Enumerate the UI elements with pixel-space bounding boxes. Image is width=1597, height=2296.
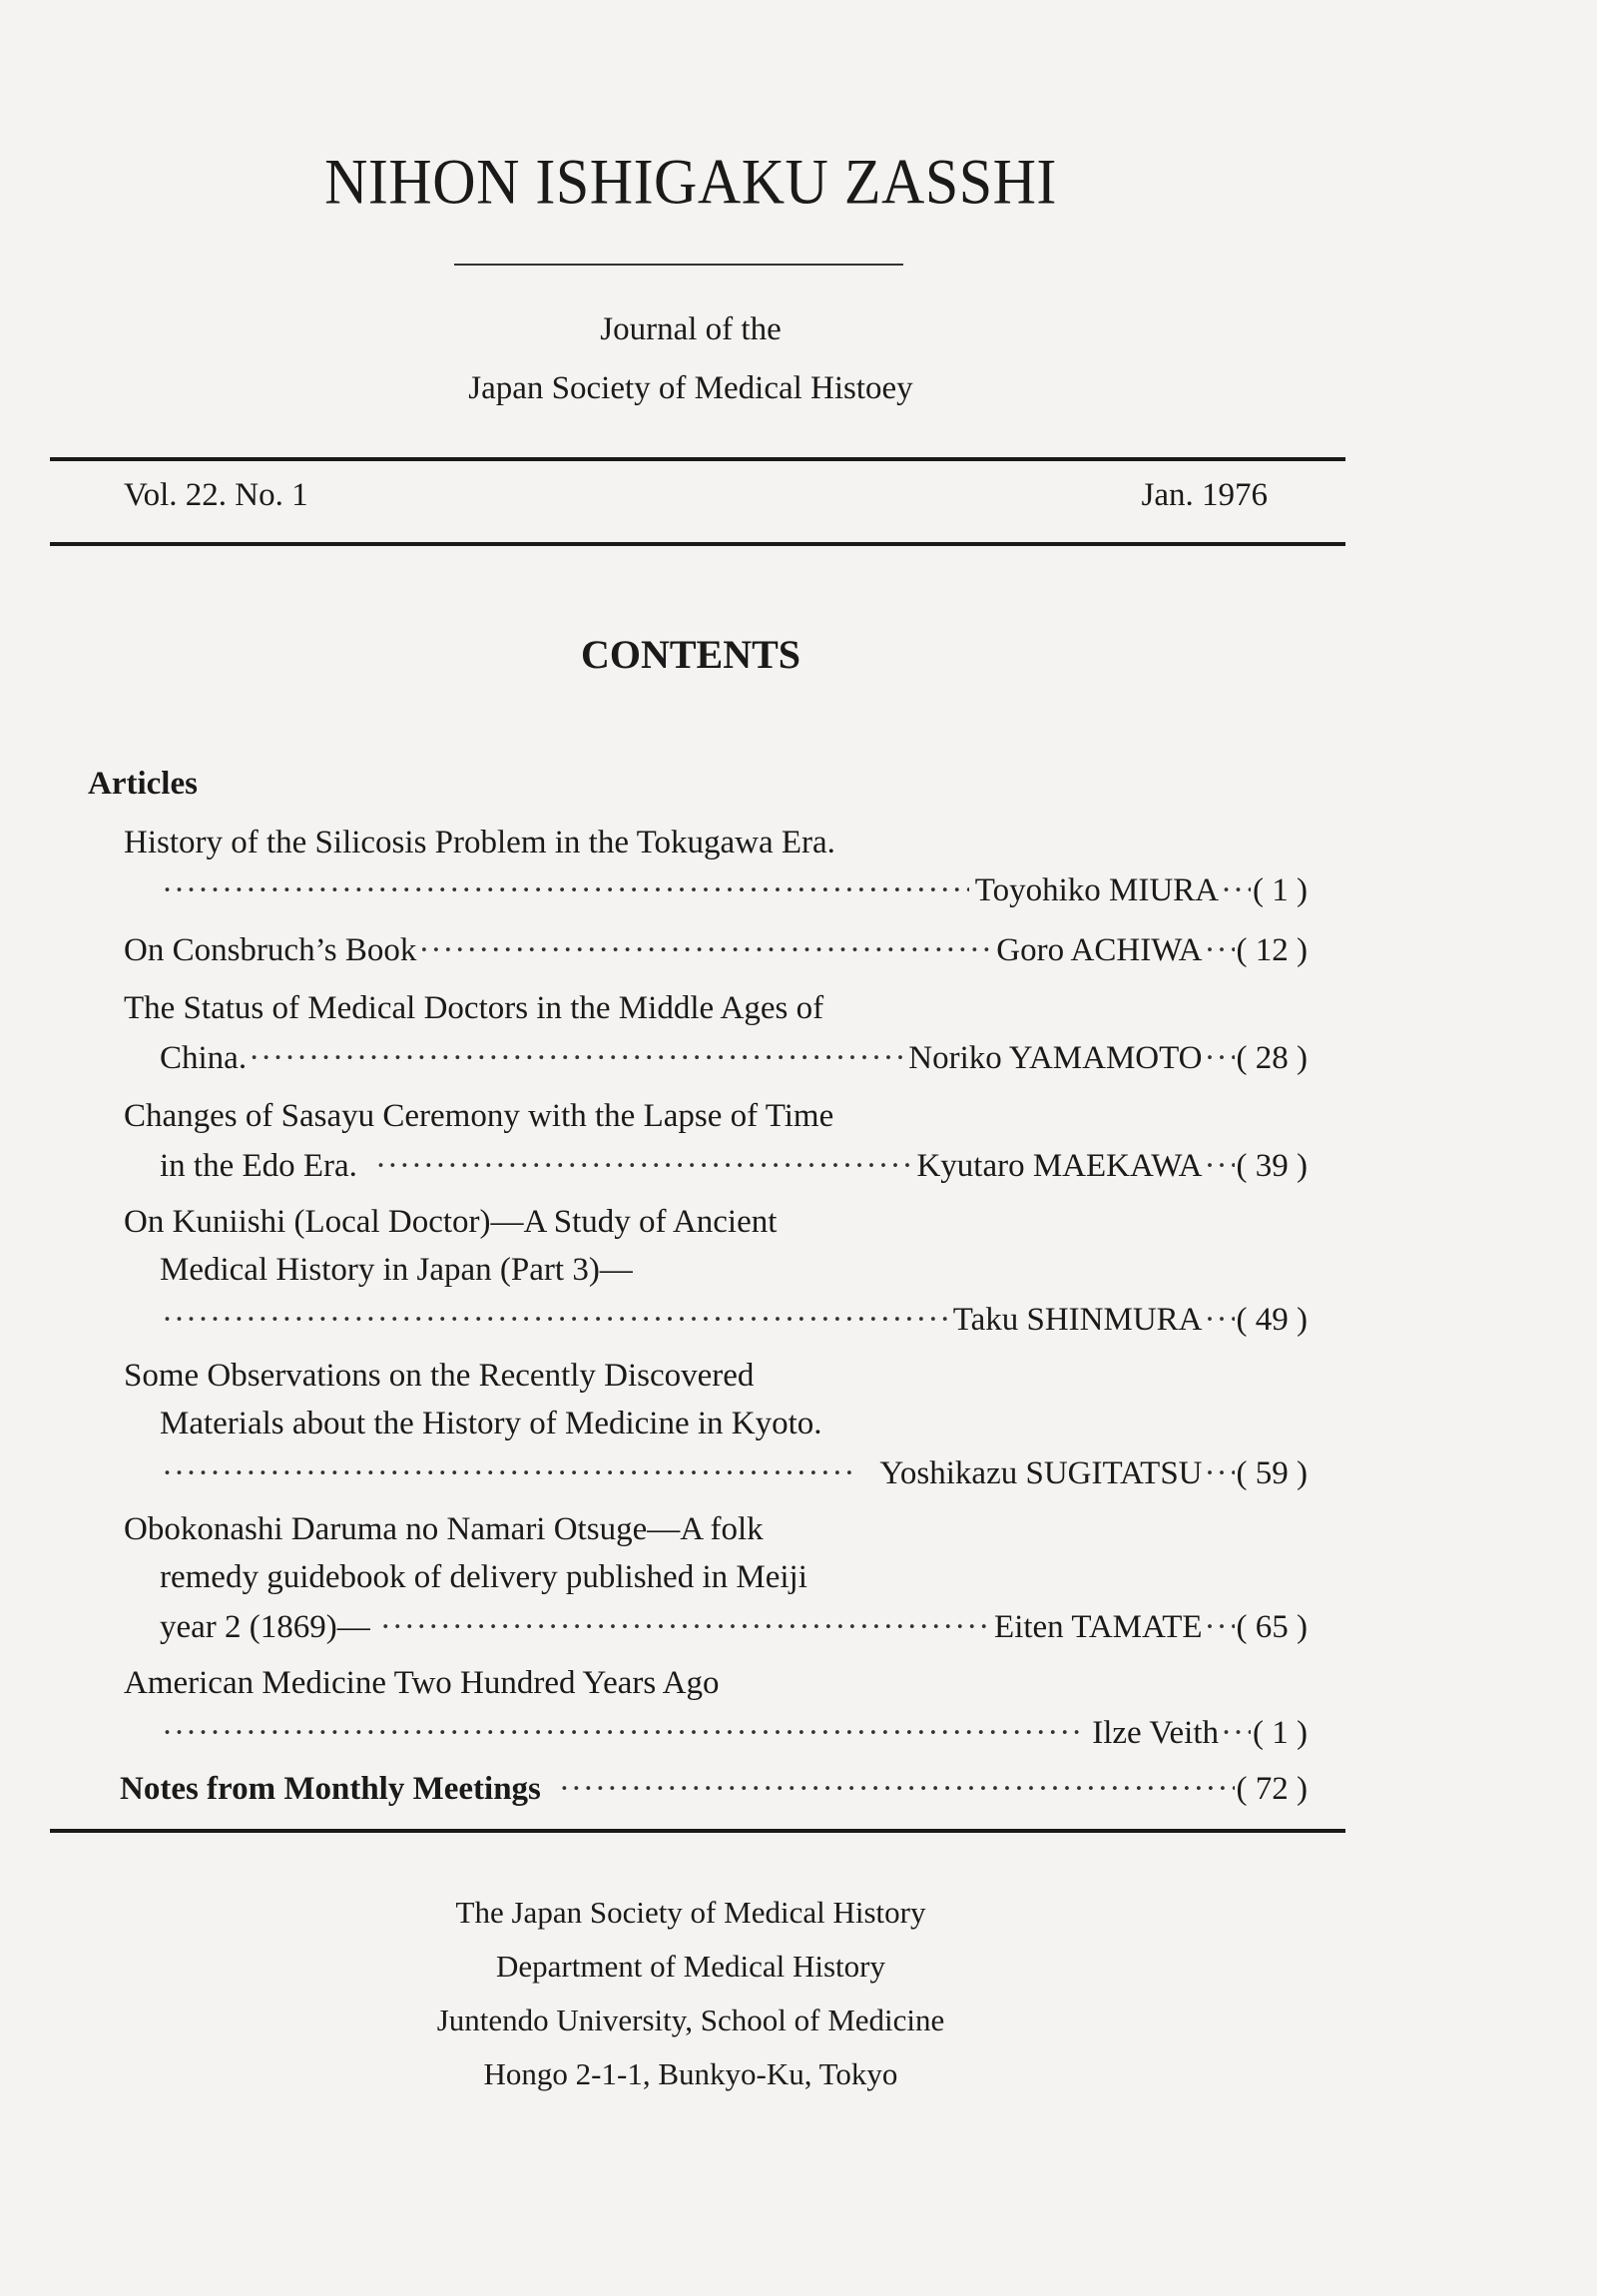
- article-author: Taku SHINMURA: [952, 1302, 1203, 1338]
- article-title-line: Obokonashi Daruma no Namari Otsuge—A folk: [124, 1511, 764, 1547]
- articles-heading: Articles: [88, 766, 198, 802]
- article-author: Goro ACHIWA: [996, 932, 1203, 968]
- leader-dots: [162, 1713, 1086, 1753]
- article-title-line: remedy guidebook of delivery published in Meiji: [160, 1559, 807, 1595]
- volume-number: Vol. 22. No. 1: [124, 477, 308, 513]
- article-author: Yoshikazu SUGITATSU: [879, 1455, 1203, 1491]
- title-divider: [454, 264, 903, 266]
- article-author: Toyohiko MIURA: [974, 872, 1220, 908]
- leader-dots: [1205, 1607, 1235, 1647]
- article-title-line: History of the Silicosis Problem in the Tokugawa Era.: [124, 825, 835, 861]
- leader-dots: [1205, 930, 1235, 970]
- article-page: ( 59 ): [1236, 1455, 1308, 1491]
- article-author: Noriko YAMAMOTO: [908, 1040, 1203, 1076]
- leader-dots: [1221, 1713, 1251, 1753]
- article-title-line: in the Edo Era.: [160, 1148, 357, 1184]
- article-page: ( 49 ): [1236, 1302, 1308, 1338]
- leader-dots: [162, 870, 969, 910]
- article-page: ( 28 ): [1236, 1040, 1308, 1076]
- article-title-line: year 2 (1869)—: [160, 1609, 370, 1645]
- article-title-line: On Consbruch’s Book: [124, 932, 417, 968]
- article-entry: [160, 1453, 1308, 1493]
- contents-bottom-rule: [50, 1829, 1345, 1833]
- article-title-line: The Status of Medical Doctors in the Middle Ages of: [124, 990, 824, 1026]
- notes-page: ( 72 ): [1236, 1771, 1308, 1807]
- notes-entry: [120, 1769, 1308, 1809]
- header-bottom-rule: [50, 542, 1345, 546]
- leader-dots: [249, 1038, 906, 1078]
- leader-dots: [1221, 870, 1251, 910]
- leader-dots: [418, 930, 994, 970]
- article-entry: [160, 1146, 1308, 1186]
- article-entry: [124, 930, 1308, 970]
- article-entry: [160, 1038, 1308, 1078]
- article-entry: [160, 1607, 1308, 1647]
- article-entry: [160, 1300, 1308, 1340]
- article-page: ( 1 ): [1253, 1715, 1308, 1751]
- journal-subtitle-line1: Journal of the: [600, 311, 782, 347]
- article-title-line: Materials about the History of Medicine in Kyoto.: [160, 1406, 822, 1441]
- leader-dots: [380, 1607, 992, 1647]
- publisher-line2: Department of Medical History: [496, 1949, 885, 1984]
- article-page: ( 65 ): [1236, 1609, 1308, 1645]
- article-author: Kyutaro MAEKAWA: [916, 1148, 1203, 1184]
- leader-dots: [1205, 1038, 1235, 1078]
- article-author: Eiten TAMATE: [994, 1609, 1203, 1645]
- article-title-line: China.: [160, 1040, 248, 1076]
- publisher-line1: The Japan Society of Medical History: [455, 1895, 926, 1930]
- notes-label: Notes from Monthly Meetings: [120, 1771, 541, 1807]
- leader-dots: [1205, 1453, 1235, 1493]
- article-page: ( 1 ): [1253, 872, 1308, 908]
- leader-dots: [162, 1453, 857, 1493]
- article-title-line: Medical History in Japan (Part 3)—: [160, 1252, 633, 1288]
- article-title-line: Changes of Sasayu Ceremony with the Lapse of Time: [124, 1098, 834, 1134]
- leader-dots: [559, 1769, 1235, 1809]
- publisher-line3: Juntendo University, School of Medicine: [436, 2003, 945, 2037]
- article-page: ( 39 ): [1236, 1148, 1308, 1184]
- top-rule: [50, 457, 1345, 461]
- leader-dots: [162, 1300, 947, 1340]
- article-title-line: On Kuniishi (Local Doctor)—A Study of Ancient: [124, 1204, 778, 1240]
- article-title-line: Some Observations on the Recently Discovered: [124, 1358, 755, 1394]
- leader-dots: [1205, 1300, 1235, 1340]
- article-entry: [160, 1713, 1308, 1753]
- publisher-line4: Hongo 2-1-1, Bunkyo-Ku, Tokyo: [483, 2056, 898, 2091]
- article-title-line: American Medicine Two Hundred Years Ago: [124, 1665, 720, 1701]
- journal-title: NIHON ISHIGAKU ZASSHI: [324, 146, 1057, 218]
- contents-heading: CONTENTS: [580, 632, 801, 677]
- issue-date: Jan. 1976: [1141, 477, 1268, 513]
- article-author: Ilze Veith: [1092, 1715, 1220, 1751]
- article-entry: [160, 870, 1308, 910]
- article-page: ( 12 ): [1236, 932, 1308, 968]
- journal-subtitle-line2: Japan Society of Medical Histoey: [468, 370, 913, 406]
- leader-dots: [1205, 1146, 1235, 1186]
- leader-dots: [375, 1146, 915, 1186]
